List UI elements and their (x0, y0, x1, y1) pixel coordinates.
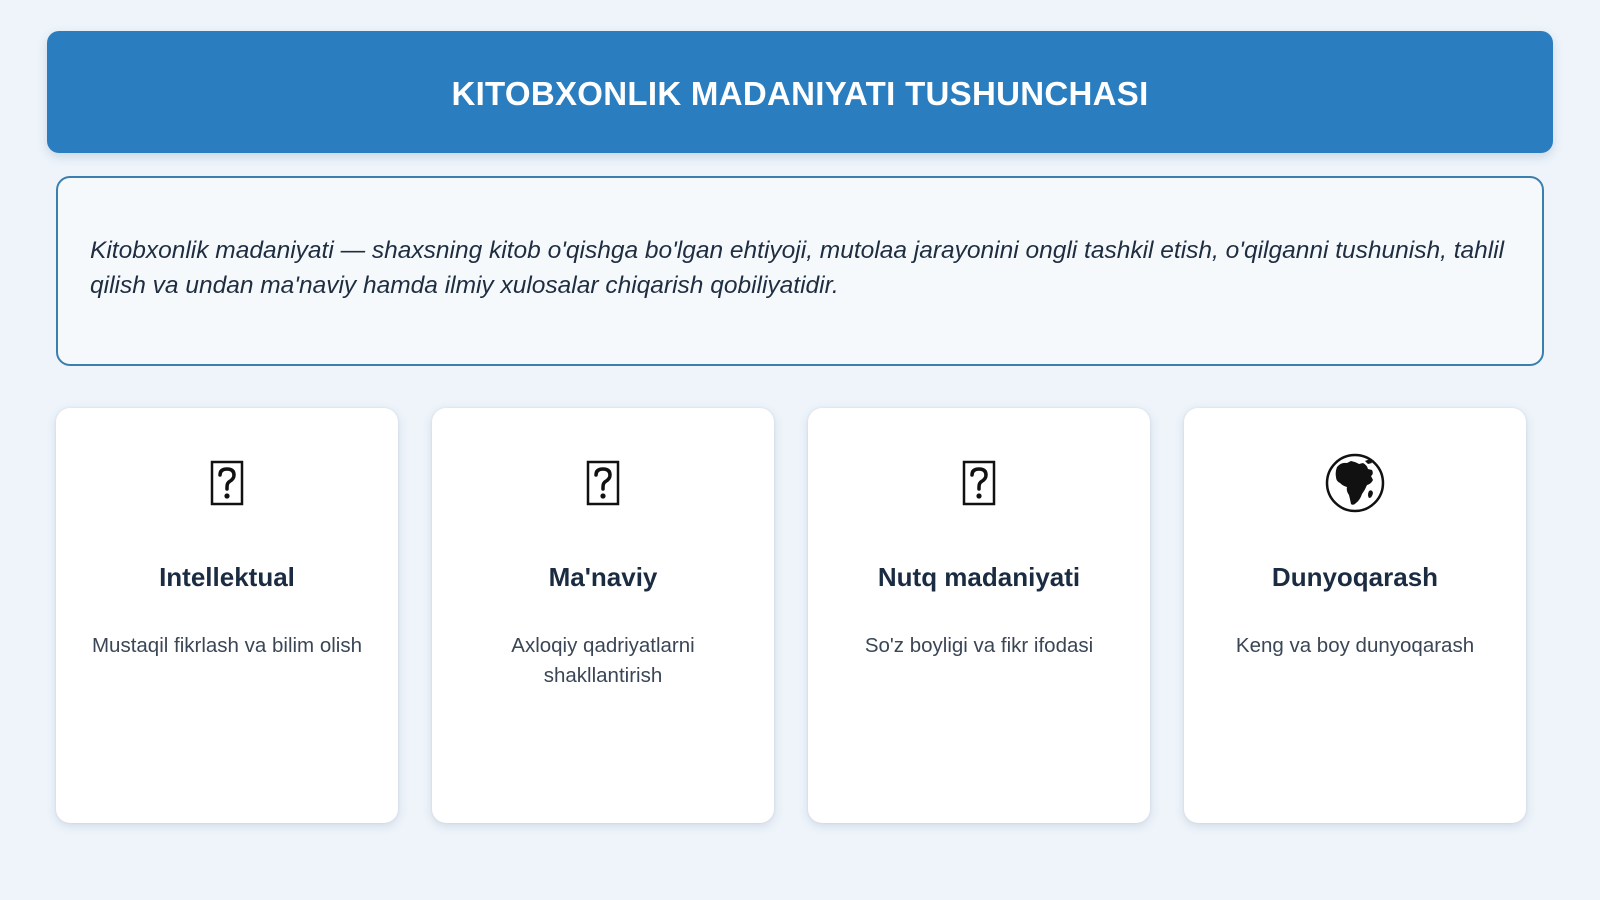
missing-glyph-icon (808, 452, 1150, 514)
card-description: So'z boyligi va fikr ifodasi (864, 634, 1094, 657)
globe-africa-icon (1184, 452, 1526, 514)
missing-glyph-icon (432, 452, 774, 514)
card-title: Ma'naviy (548, 562, 658, 592)
card-title: Intellektual (159, 562, 295, 592)
definition-box (56, 176, 1544, 366)
card-nutq-madaniyati (808, 408, 1150, 823)
card-intellektual (56, 408, 398, 823)
header-banner (47, 31, 1553, 153)
card-manaviy (432, 408, 774, 823)
missing-glyph-icon (56, 452, 398, 514)
card-description: Axloqiy qadriyatlarni shakllantirish (511, 634, 695, 687)
card-title: Dunyoqarash (1271, 562, 1439, 592)
card-title: Nutq madaniyati (877, 562, 1081, 592)
card-dunyoqarash (1184, 408, 1526, 823)
page-title: KITOBXONLIK MADANIYATI TUSHUNCHASI (451, 75, 1149, 112)
cards-row (56, 408, 1528, 823)
definition-text: Kitobxonlik madaniyati — shaxsning kitob o'qishga bo'lgan ehtiyoji, mutolaa jarayonini ongli tashkil etish, o'qilganni tushunish, tahlil qilish va undan ma'naviy hamda ilmiy xulosalar chiqarish qobiliyatidir. (90, 237, 1505, 299)
card-description: Keng va boy dunyoqarash (1235, 634, 1475, 657)
card-description: Mustaqil fikrlash va bilim olish (91, 634, 362, 657)
